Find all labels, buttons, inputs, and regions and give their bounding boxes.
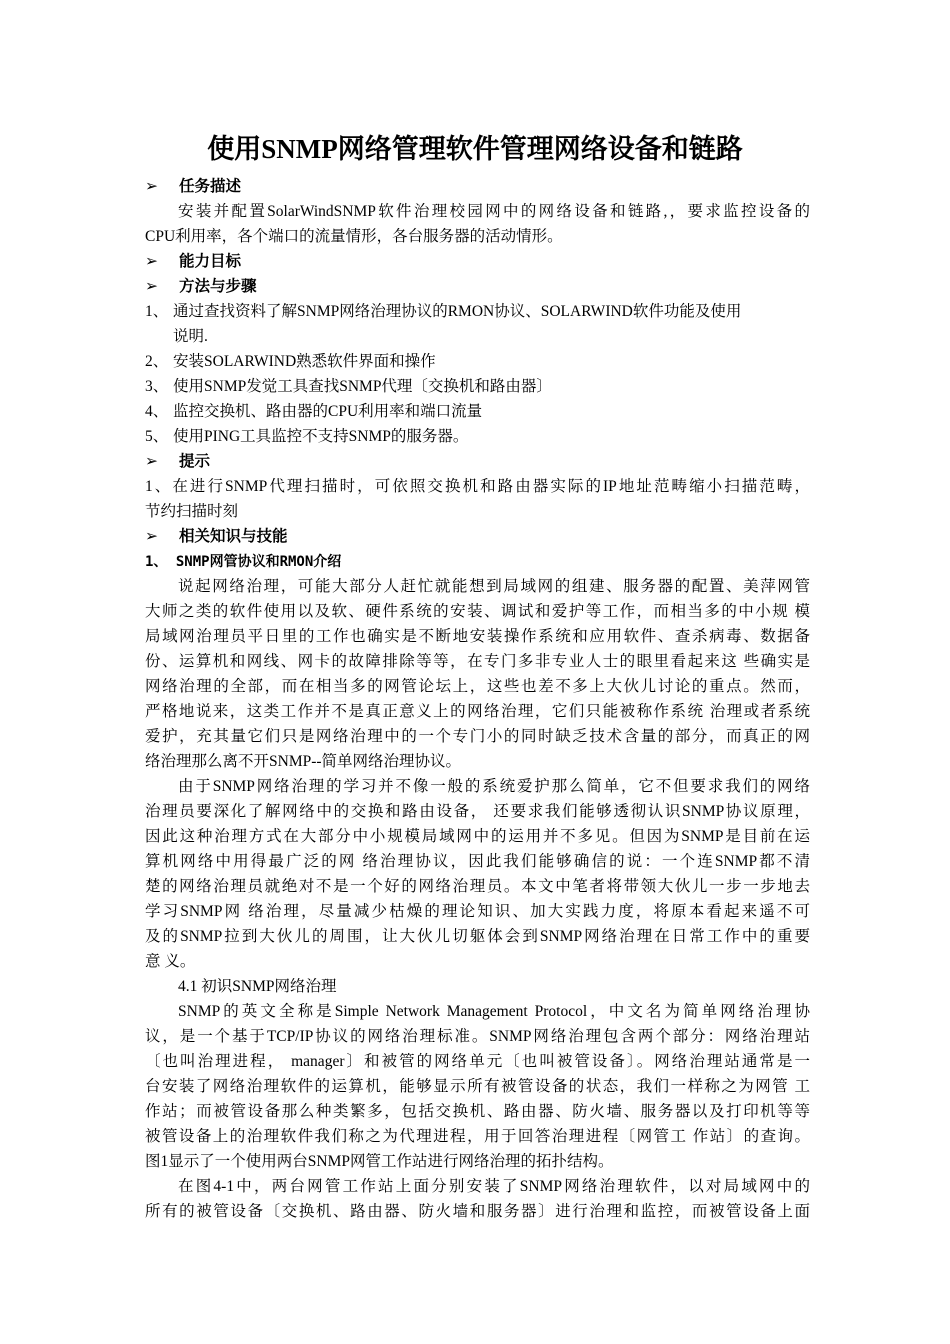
heading-hint-label: 提示 — [179, 453, 211, 470]
para4-line: 在图4-1中，两台网管工作站上面分别安装了SNMP网络治理软件，以对局域网中的 — [178, 1178, 810, 1195]
bullet-arrow-icon: ➢ — [145, 253, 158, 270]
step-item-1 — [145, 301, 810, 323]
heading-method-label: 方法与步骤 — [179, 278, 257, 295]
para3-line: 〔也叫治理进程， manager〕和被管的网络单元〔也叫被管设备〕。网络治理站通常是一 — [145, 1053, 810, 1070]
step-text: 使用SNMP发觉工具查找SNMP代理〔交换机和路由器〕 — [173, 378, 552, 395]
step-number: 1、 — [145, 303, 169, 320]
para3-line: 被管设备上的治理软件我们称之为代理进程，用于回答治理进程〔网管工 作站〕的查询。 — [145, 1128, 810, 1145]
step-text: 使用PING工具监控不支持SNMP的服务器。 — [173, 428, 469, 445]
heading-knowledge-label: 相关知识与技能 — [179, 528, 288, 545]
para1-line: 份、运算机和网线、网卡的故障排除等等，在专门多非专业人士的眼里看起来这 些确实是 — [145, 653, 810, 670]
step-number: 3、 — [145, 378, 169, 395]
step-item-5 — [145, 426, 810, 448]
task-line-1: 安装并配置SolarWindSNMP软件治理校园网中的网络设备和链路,，要求监控设备的 — [178, 203, 810, 220]
para3-line: 作站；而被管设备那么种类繁多，包括交换机、路由器、防火墙、服务器以及打印机等等 — [145, 1103, 810, 1120]
heading-hint — [145, 451, 810, 473]
bullet-arrow-icon: ➢ — [145, 528, 158, 545]
bullet-arrow-icon: ➢ — [145, 178, 158, 195]
heading-task-label: 任务描述 — [179, 178, 242, 195]
step-item-3 — [145, 376, 810, 398]
heading-ability — [145, 251, 810, 273]
heading-task — [145, 176, 810, 198]
para3-line: 图1显示了一个使用两台SNMP网管工作站进行网络治理的拓扑结构。 — [145, 1153, 614, 1170]
para3-line: 议，是一个基于TCP/IP协议的网络治理标准。SNMP网络治理包含两个部分：网络治理站 — [145, 1028, 810, 1045]
step-number: 4、 — [145, 403, 169, 420]
heading-knowledge — [145, 526, 810, 548]
document-title: 使用SNMP网络管理软件管理网络设备和链路 — [207, 134, 743, 164]
subheading-4-1: 4.1 初识SNMP网络治理 — [178, 978, 337, 995]
para1-line: 局域网治理员平日里的工作也确实是不断地安装操作系统和应用软件、查杀病毒、数据备 — [145, 628, 810, 645]
heading-ability-label: 能力目标 — [179, 253, 242, 270]
step-item-2 — [145, 351, 810, 373]
section-title: 1、 SNMP网管协议和RMON介绍 — [145, 554, 342, 570]
bullet-arrow-icon: ➢ — [145, 278, 158, 295]
step-text: 监控交换机、路由器的CPU利用率和端口流量 — [173, 403, 483, 420]
step-text: 通过查找资料了解SNMP网络治理协议的RMON协议、SOLARWIND软件功能及使用 — [173, 303, 742, 320]
task-line-2: CPU利用率，各个端口的流量情形，各台服务器的活动情形。 — [145, 228, 563, 245]
step-item-1-continued: 说明. — [173, 328, 208, 345]
step-number: 5、 — [145, 428, 169, 445]
para2-line: 因此这种治理方式在大部分中小规模局域网中的运用并不多见。但因为SNMP是目前在运 — [145, 828, 810, 845]
para4-line: 所有的被管设备〔交换机、路由器、防火墙和服务器〕进行治理和监控，而被管设备上面 — [145, 1203, 810, 1220]
para1-line: 爱护，充其量它们只是网络治理中的一个专门小的同时缺乏技术含量的部分，而真正的网 — [145, 728, 810, 745]
para1-line: 网络治理的全部，而在相当多的网管论坛上，这些也差不多上大伙儿讨论的重点。然而， — [145, 678, 810, 695]
para2-line: 由于SNMP网络治理的学习并不像一般的系统爱护那么简单，它不但要求我们的网络 — [178, 778, 810, 795]
para2-line: 治理员要深化了解网络中的交换和路由设备， 还要求我们能够透彻认识SNMP协议原理， — [145, 803, 810, 820]
para2-line: 意 义。 — [145, 953, 196, 970]
para1-line: 大师之类的软件使用以及软、硬件系统的安装、调试和爱护等工作，而相当多的中小规 模 — [145, 603, 810, 620]
para3-line: 台安装了网络治理软件的运算机，能够显示所有被管设备的状态，我们一样称之为网管 工 — [145, 1078, 810, 1095]
hint-line-1: 1、在进行SNMP代理扫描时，可依照交换机和路由器实际的IP地址范畴缩小扫描范畴， — [145, 478, 810, 495]
para1-line: 说起网络治理，可能大部分人赶忙就能想到局域网的组建、服务器的配置、美萍网管 — [178, 578, 810, 595]
heading-method — [145, 276, 810, 298]
hint-line-2: 节约扫描时刻 — [145, 503, 239, 520]
para3-line: SNMP的英文全称是Simple Network Management Protocol，中文名为简单网络治理协 — [178, 1003, 810, 1020]
step-text: 安装SOLARWIND熟悉软件界面和操作 — [173, 353, 436, 370]
step-item-4 — [145, 401, 810, 423]
para2-line: 及的SNMP拉到大伙儿的周围，让大伙儿切躯体会到SNMP网络治理在日常工作中的重要 — [145, 928, 810, 945]
bullet-arrow-icon: ➢ — [145, 453, 158, 470]
step-number: 2、 — [145, 353, 169, 370]
para1-line: 严格地说来，这类工作并不是真正意义上的网络治理，它们只能被称作系统 治理或者系统 — [145, 703, 810, 720]
para2-line: 算机网络中用得最广泛的网 络治理协议，因此我们能够确信的说：一个连SNMP都不清 — [145, 853, 810, 870]
para2-line: 学习SNMP网 络治理，尽量减少枯燥的理论知识、加大实践力度，将原本看起来遥不可 — [145, 903, 810, 920]
para1-line: 络治理那么离不开SNMP--简单网络治理协议。 — [145, 753, 462, 770]
para2-line: 楚的网络治理员就绝对不是一个好的网络治理员。本文中笔者将带领大伙儿一步一步地去 — [145, 878, 810, 895]
